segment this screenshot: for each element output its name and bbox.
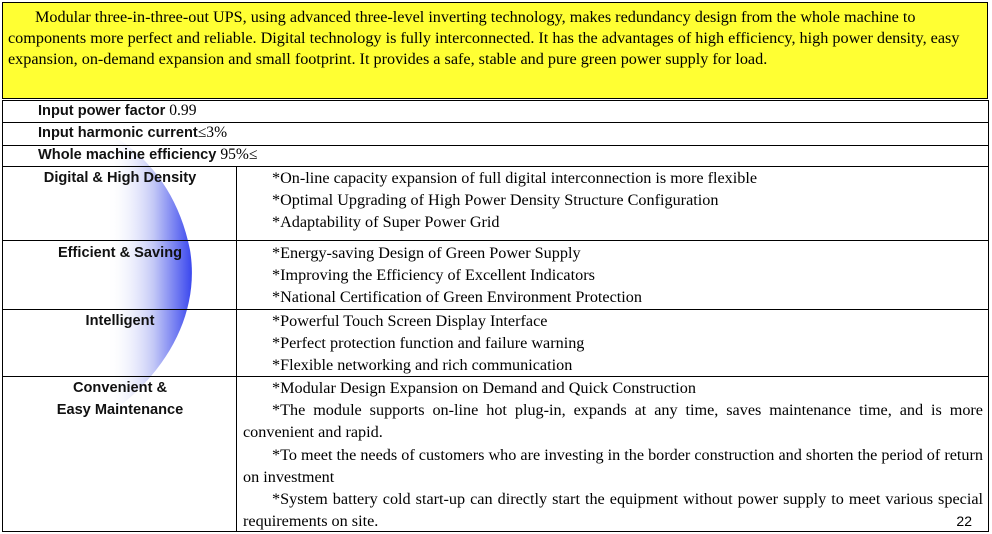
feature-item: *Powerful Touch Screen Display Interface [272,312,548,330]
table-border-left [2,100,3,532]
spec-label: Input power factor [38,103,166,119]
feature-item: *National Certification of Green Environment Protection [272,288,642,307]
category-intelligent: Intelligent [85,313,155,329]
feature-item: *Improving the Efficiency of Excellent Indicators [272,266,595,285]
feature-item: *Perfect protection function and failure warning [272,334,585,353]
intro-text: Modular three-in-three-out UPS, using advanced three-level inverting technology, makes redundancy design from the whole machine to components more perfect and reliable. Digital technology is fully interconnected. It has the advantages of high efficiency, high power density, easy expansion, on-demand expansion and small footprint. It provides a safe, stable and pure green power supply for load. [8,8,960,68]
category-digital-high-density: Digital & High Density [43,170,197,186]
category-convenient-maintenance [4,377,236,421]
category-line: Easy Maintenance [56,402,184,418]
category-line: Convenient & [72,380,168,396]
feature-item: *Flexible networking and rich communication [272,356,573,375]
feature-list-efficient [243,242,983,309]
feature-item: *To meet the needs of customers who are investing in the border construction and shorten the period of return on investment [243,445,983,486]
feature-list-digital [243,167,983,234]
spec-row-input-harmonic-current [38,123,227,143]
feature-item: *Modular Design Expansion on Demand and Quick Construction [272,379,696,397]
spec-row-input-power-factor [38,101,196,121]
feature-item: *Optimal Upgrading of High Power Density Structure Configuration [272,191,719,210]
feature-item: *On-line capacity expansion of full digital interconnection is more flexible [272,169,758,187]
spec-label: Whole machine efficiency [38,147,217,163]
table-rule [2,240,988,241]
feature-list-intelligent [243,310,983,377]
spec-label: Input harmonic current [38,125,198,141]
feature-item: *The module supports on-line hot plug-in, expands at any time, saves maintenance time, and is more convenient and rapid. [243,401,983,442]
spec-value: ≤3% [197,124,228,141]
feature-item: *System battery cold start-up can directly start the equipment without power supply to meet various special requirements on site. [243,490,983,531]
intro-box [2,2,988,99]
feature-list-convenient [243,377,983,532]
table-column-divider [236,166,237,532]
spec-value: 95%≤ [216,146,258,163]
feature-item: *Adaptability of Super Power Grid [272,213,500,232]
spec-row-machine-efficiency [38,145,257,165]
table-border-right [988,100,989,532]
spec-value: 0.99 [165,102,197,119]
category-efficient-saving: Efficient & Saving [57,245,183,261]
page-number: 22 [956,513,972,529]
feature-item: *Energy-saving Design of Green Power Supply [272,244,581,262]
